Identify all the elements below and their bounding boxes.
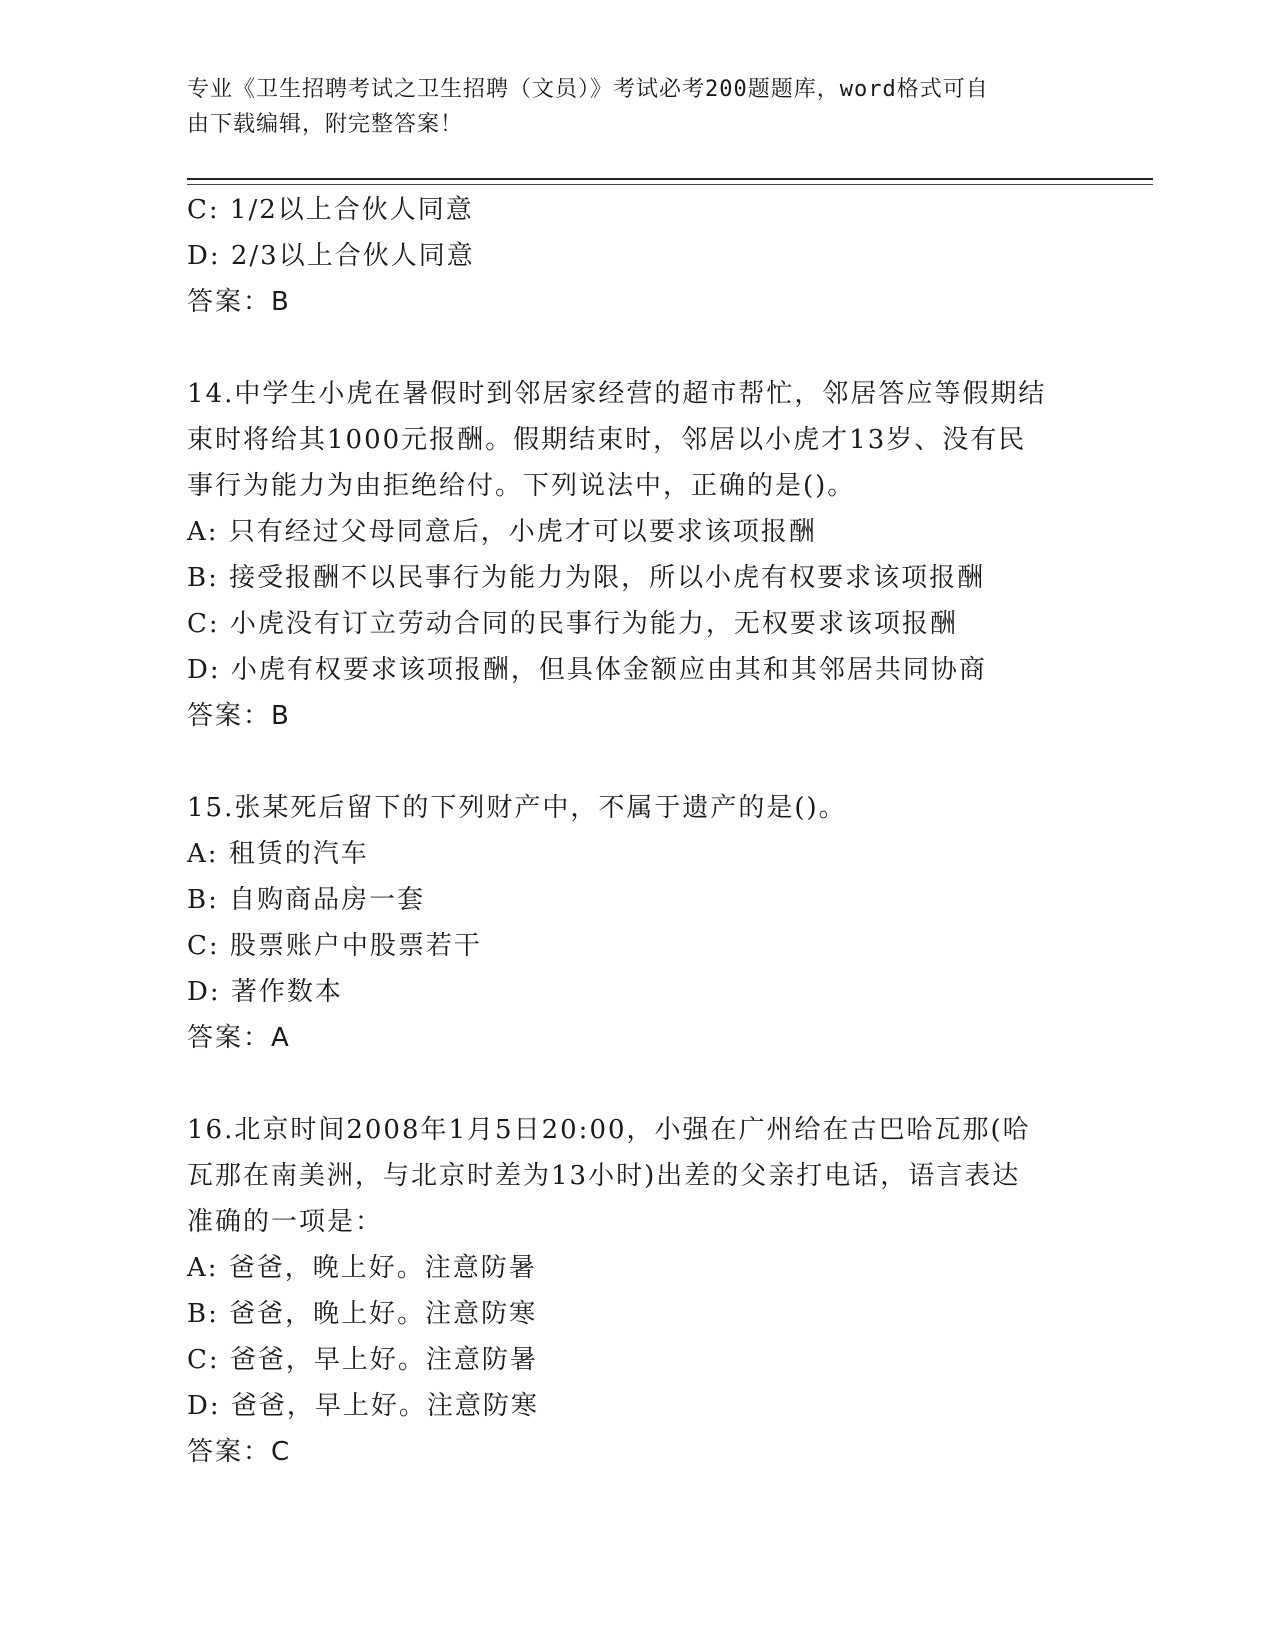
question-15 xyxy=(187,785,1087,1061)
answer: 答案：B xyxy=(187,701,291,731)
question-stem-line: 15.张某死后留下的下列财产中，不属于遗产的是()。 xyxy=(187,793,847,823)
option-d: D: 爸爸，早上好。注意防寒 xyxy=(187,1391,539,1421)
option-c: C: 股票账户中股票若干 xyxy=(187,931,482,961)
option-b: B: 爸爸，晚上好。注意防寒 xyxy=(187,1299,538,1329)
option-d: D: 著作数本 xyxy=(187,977,343,1007)
question-14 xyxy=(187,371,1087,739)
spacer xyxy=(187,1061,1087,1107)
header-divider-thick xyxy=(187,178,1153,180)
option-b: B: 自购商品房一套 xyxy=(187,885,426,915)
question-stem-line: 准确的一项是： xyxy=(187,1207,384,1237)
option-a: A: 只有经过父母同意后，小虎才可以要求该项报酬 xyxy=(187,517,817,547)
answer: 答案：A xyxy=(187,1023,291,1053)
option-b: B: 接受报酬不以民事行为能力为限，所以小虎有权要求该项报酬 xyxy=(187,563,986,593)
answer: 答案：C xyxy=(187,1437,292,1467)
spacer xyxy=(187,325,1087,371)
option-a: A: 爸爸，晚上好。注意防暑 xyxy=(187,1253,537,1283)
document-header xyxy=(187,72,1067,142)
answer: 答案：B xyxy=(187,287,291,317)
question-stem-line: 16.北京时间2008年1月5日20:00，小强在广州给在古巴哈瓦那(哈 xyxy=(187,1115,1031,1145)
option-d: D: 2/3以上合伙人同意 xyxy=(187,241,475,271)
header-divider-thin xyxy=(187,184,1153,185)
question-stem-line: 束时将给其1000元报酬。假期结束时，邻居以小虎才13岁、没有民 xyxy=(187,425,1027,455)
header-line-2: 由下载编辑，附完整答案！ xyxy=(187,112,464,137)
question-stem-line: 瓦那在南美洲，与北京时差为13小时)出差的父亲打电话，语言表达 xyxy=(187,1161,1021,1191)
question-16 xyxy=(187,1107,1087,1475)
option-c: C: 1/2以上合伙人同意 xyxy=(187,195,474,225)
spacer xyxy=(187,739,1087,785)
option-d: D: 小虎有权要求该项报酬，但具体金额应由其和其邻居共同协商 xyxy=(187,655,987,685)
question-stem-line: 事行为能力为由拒绝给付。下列说法中，正确的是()。 xyxy=(187,471,856,501)
option-c: C: 爸爸，早上好。注意防暑 xyxy=(187,1345,538,1375)
question-13-continuation xyxy=(187,187,1087,325)
question-stem-line: 14.中学生小虎在暑假时到邻居家经营的超市帮忙，邻居答应等假期结 xyxy=(187,379,1047,409)
option-c: C: 小虎没有订立劳动合同的民事行为能力，无权要求该项报酬 xyxy=(187,609,958,639)
option-a: A: 租赁的汽车 xyxy=(187,839,369,869)
document-body xyxy=(187,187,1087,1475)
header-line-1: 专业《卫生招聘考试之卫生招聘（文员）》考试必考200题题库，word格式可自 xyxy=(187,77,989,102)
